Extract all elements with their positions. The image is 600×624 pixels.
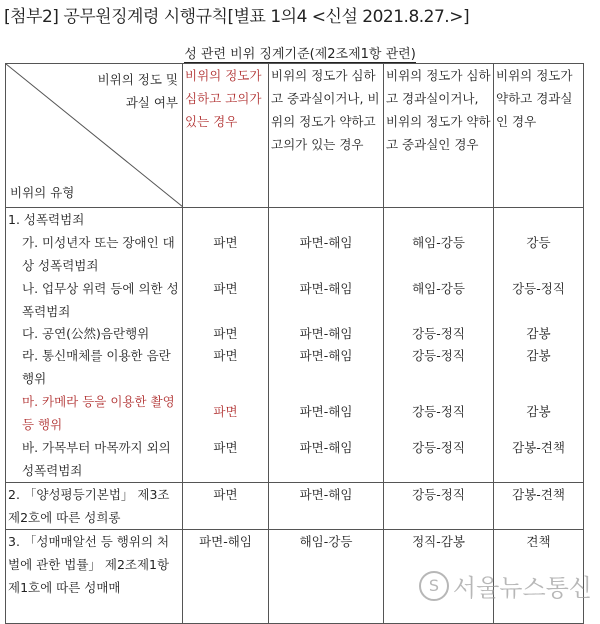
- table-row: [6, 344, 584, 390]
- news-logo-icon: S: [419, 571, 449, 601]
- cell-value: 해임-강등: [269, 530, 384, 624]
- cell-value: 파면: [183, 344, 269, 390]
- watermark-text: 서울뉴스통신: [452, 574, 592, 602]
- table-row: [6, 436, 584, 483]
- cell-value: 정직-감봉: [384, 530, 494, 624]
- cell-value: 강등-정직: [384, 390, 494, 436]
- table-row: [6, 208, 584, 232]
- discipline-table: [5, 63, 584, 624]
- header-row: [6, 64, 584, 208]
- row-label: 나. 업무상 위력 등에 의한 성폭력범죄: [6, 277, 183, 323]
- cell-value: 감봉: [494, 323, 584, 344]
- table-row: [6, 323, 584, 344]
- column-header: 비위의 정도가 약하고 경과실인 경우: [494, 64, 584, 208]
- watermark: [419, 568, 592, 603]
- cell-value: 파면-해임: [269, 277, 384, 323]
- cell-value: 감봉: [494, 390, 584, 436]
- cell-value: 파면: [183, 277, 269, 323]
- cell-value: 해임-강등: [384, 277, 494, 323]
- table-row: [6, 231, 584, 277]
- cell-value: 강등-정직: [384, 344, 494, 390]
- column-header: 비위의 정도가 심하고 경과실이거나, 비위의 정도가 약하고 중과실인 경우: [384, 64, 494, 208]
- cell-value: 파면: [183, 390, 269, 436]
- cell-value: 감봉-견책: [494, 483, 584, 530]
- cell-value: 파면: [183, 436, 269, 483]
- cell-value: 견책: [494, 530, 584, 624]
- cell-value: 파면-해임: [269, 344, 384, 390]
- cell-value: 강등-정직: [384, 436, 494, 483]
- corner-header-cell: [6, 64, 183, 208]
- row-label: 바. 가목부터 마목까지 외의 성폭력범죄: [6, 436, 183, 483]
- cell-value: 파면-해임: [269, 436, 384, 483]
- cell-value: 파면-해임: [269, 390, 384, 436]
- cell-value: 파면: [183, 483, 269, 530]
- cell-value: 파면-해임: [269, 323, 384, 344]
- corner-bottom-label: 비위의 유형: [10, 185, 75, 200]
- document-title: [첨부2] 공무원징계령 시행규칙[별표 1의4 <신설 2021.8.27.>]: [4, 7, 470, 27]
- corner-top-line: 비위의 정도 및: [97, 72, 178, 87]
- row-label: 1. 성폭력범죄: [6, 208, 183, 232]
- row-label: 3. 「성매매알선 등 행위의 처벌에 관한 법률」 제2조제1항제1호에 따른 성매매: [6, 530, 183, 624]
- row-label: 마. 카메라 등을 이용한 촬영 등 행위: [6, 390, 183, 436]
- cell-value: 파면-해임: [183, 530, 269, 624]
- column-header: 비위의 정도가 심하고 중과실이거나, 비위의 정도가 약하고 고의가 있는 경우: [269, 64, 384, 208]
- cell-value: 강등-정직: [494, 277, 584, 323]
- table-row: [6, 483, 584, 530]
- cell-value: 파면-해임: [269, 231, 384, 277]
- table-caption: 성 관련 비위 징계기준(제2조제1항 관련): [184, 47, 416, 62]
- row-label: 2. 「양성평등기본법」 제3조제2호에 따른 성희롱: [6, 483, 183, 530]
- cell-value: 강등-정직: [384, 323, 494, 344]
- cell-value: 파면: [183, 231, 269, 277]
- row-label: 다. 공연(公然)음란행위: [6, 323, 183, 344]
- cell-value: 강등: [494, 231, 584, 277]
- cell-value: 파면-해임: [269, 483, 384, 530]
- corner-top-line: 과실 여부: [125, 95, 178, 110]
- column-header: 비위의 정도가 심하고 고의가 있는 경우: [183, 64, 269, 208]
- row-label: 가. 미성년자 또는 장애인 대상 성폭력범죄: [6, 231, 183, 277]
- cell-value: 강등-정직: [384, 483, 494, 530]
- cell-value: 감봉-견책: [494, 436, 584, 483]
- table-row: [6, 390, 584, 436]
- cell-value: 감봉: [494, 344, 584, 390]
- table-row: [6, 277, 584, 323]
- cell-value: 파면: [183, 323, 269, 344]
- row-label: 라. 통신매체를 이용한 음란행위: [6, 344, 183, 390]
- cell-value: 해임-강등: [384, 231, 494, 277]
